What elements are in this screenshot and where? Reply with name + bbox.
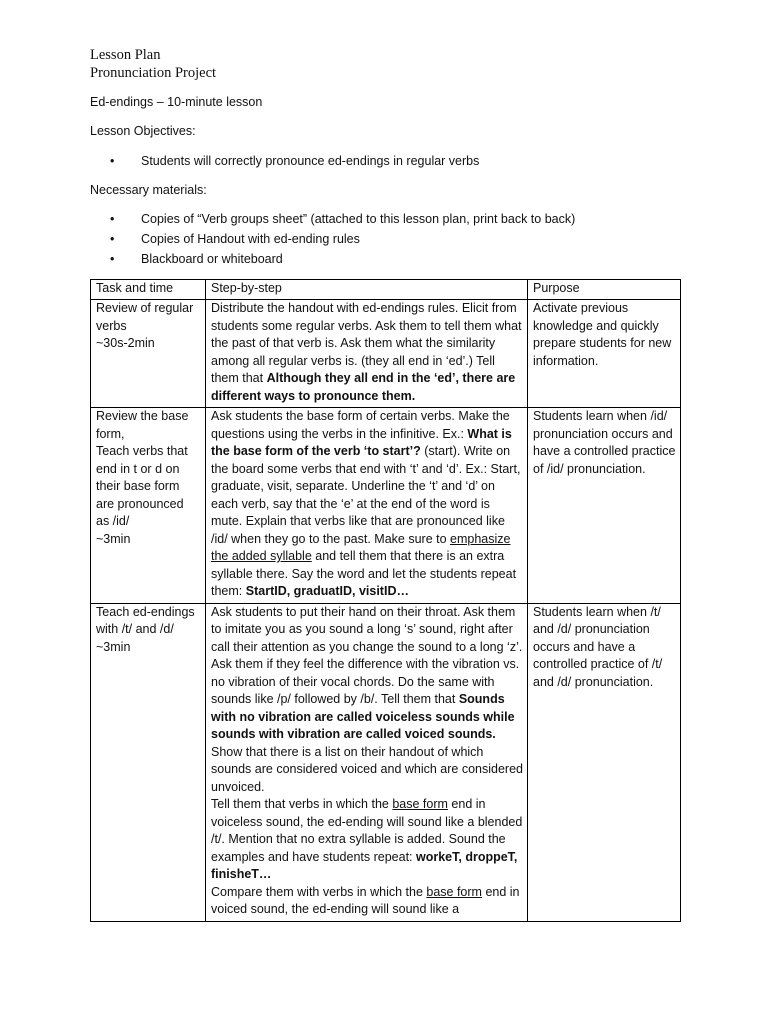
bullet-icon: • bbox=[110, 252, 115, 266]
task-line: as /id/ bbox=[96, 514, 130, 528]
task-line: ~3min bbox=[96, 531, 131, 546]
step-text: Distribute the handout with ed-endings rules. Elicit from students some regular verbs. Ask them to tell them what the past of that verb is. Ask them what the similarity among all regular verbs is. (they all end in ‘ed’.) Tell them that bbox=[211, 301, 522, 385]
step-text: end in voiced sound, the ed-ending will sound like a bbox=[211, 884, 520, 916]
task-line: verbs bbox=[96, 318, 127, 333]
header-steps: Step-by-step bbox=[206, 280, 528, 300]
purpose-text: Students learn when /t/ and /d/ pronunciation occurs and have a controlled practice of /t/ and /d/ pronunciation. bbox=[533, 604, 663, 689]
step-text: (start). Write on the board some verbs that end with ‘t’ and ‘d’. Ex.: Start, graduate, visit, separate. Underline the ‘t’ and ‘d’ on each verb, say that the ‘e’ at the end of the word is mute. Explain that verbs like that are pronounced like /id/ when they go to the past. Make sure to bbox=[211, 444, 521, 546]
task-line: Review of regular bbox=[96, 301, 194, 315]
step-text: end in voiceless sound, the ed-ending will sound like a blended /t/. Mention that no extra syllable is added. Sound the examples and have students repeat: bbox=[211, 797, 523, 864]
underlined-text: base form bbox=[392, 797, 448, 811]
bold-text: workeT, droppeT, finisheT… bbox=[211, 849, 518, 881]
underlined-text: emphasize the added syllable bbox=[211, 531, 511, 563]
task-line: ~30s-2min bbox=[96, 336, 155, 350]
material-text: Blackboard or whiteboard bbox=[141, 252, 283, 266]
purpose-cell bbox=[528, 603, 681, 921]
material-text: Copies of “Verb groups sheet” (attached to this lesson plan, print back to back) bbox=[141, 212, 576, 226]
task-cell bbox=[91, 408, 206, 604]
purpose-text: Students learn when /id/ pronunciation occurs and have a controlled practice of /id/ pronunciation. bbox=[533, 409, 676, 476]
bullet-icon: • bbox=[110, 232, 115, 246]
task-line: end in t or d on bbox=[96, 461, 180, 476]
step-text: Tell them that verbs in which the bbox=[211, 797, 393, 811]
task-line: Teach ed-endings bbox=[96, 604, 195, 619]
task-line: form, bbox=[96, 426, 125, 441]
table-row bbox=[91, 603, 681, 921]
table-row bbox=[91, 408, 681, 604]
task-cell bbox=[91, 603, 206, 921]
task-line: Review the base bbox=[96, 409, 189, 423]
material-text: Copies of Handout with ed-ending rules bbox=[141, 232, 360, 246]
lesson-plan-table-body bbox=[91, 280, 681, 922]
step-text: Show that there is a list on their handout of which sounds are considered voiced and which are considered unvoiced. bbox=[211, 744, 523, 794]
purpose-cell bbox=[528, 408, 681, 604]
bold-text: Although they all end in the ‘ed’, there are different ways to pronounce them. bbox=[211, 371, 516, 403]
steps-cell bbox=[206, 603, 528, 921]
step-text: Ask students to put their hand on their throat. Ask them to imitate you as you sound a long ‘s’ sound, right after call their attention as you change the sound to a long ‘z’. Ask them if they feel the difference with the vibration vs. no vibration of their vocal chords. Do the same with sounds like /p/ followed by /b/. Tell them that bbox=[211, 604, 523, 706]
objective-text: Students will correctly pronounce ed-endings in regular verbs bbox=[141, 154, 480, 168]
table-header-row bbox=[91, 280, 681, 300]
table-row bbox=[91, 300, 681, 408]
objective-item bbox=[110, 153, 479, 169]
material-item bbox=[110, 211, 575, 227]
bold-text: What is the base form of the verb ‘to start’? bbox=[211, 426, 512, 458]
document-subtitle: Pronunciation Project bbox=[90, 65, 217, 81]
step-text: Ask students the base form of certain verbs. Make the questions using the verbs in the infinitive. Ex.: bbox=[211, 409, 510, 441]
task-line: with /t/ and /d/ bbox=[96, 622, 174, 636]
task-line: ~3min bbox=[96, 639, 131, 654]
material-item bbox=[110, 231, 360, 247]
objectives-heading: Lesson Objectives: bbox=[90, 124, 196, 138]
materials-heading: Necessary materials: bbox=[90, 183, 207, 197]
step-text: Compare them with verbs in which the bbox=[211, 884, 427, 899]
header-task: Task and time bbox=[91, 280, 206, 300]
task-line: their base form bbox=[96, 479, 180, 493]
purpose-cell bbox=[528, 300, 681, 408]
steps-cell bbox=[206, 300, 528, 408]
bold-text: StartID, graduatID, visitID… bbox=[245, 584, 409, 598]
material-item bbox=[110, 251, 283, 267]
underlined-text: base form bbox=[426, 884, 482, 899]
header-purpose: Purpose bbox=[528, 280, 681, 300]
steps-cell bbox=[206, 408, 528, 604]
bold-text: Sounds with no vibration are called voiceless sounds while sounds with vibration are called voiced sounds. bbox=[211, 692, 515, 741]
lesson-title: Ed-endings – 10-minute lesson bbox=[90, 95, 263, 109]
step-text: and tell them that there is an extra syllable there. Say the word and let the students repeat them: bbox=[211, 549, 517, 598]
bullet-icon: • bbox=[110, 212, 115, 226]
purpose-text: Activate previous knowledge and quickly prepare students for new information. bbox=[533, 301, 672, 368]
task-line: are pronounced bbox=[96, 496, 184, 511]
document-title: Lesson Plan bbox=[90, 47, 161, 63]
task-cell bbox=[91, 300, 206, 408]
lesson-plan-table bbox=[90, 279, 681, 922]
bullet-icon: • bbox=[110, 154, 115, 168]
task-line: Teach verbs that bbox=[96, 444, 188, 458]
